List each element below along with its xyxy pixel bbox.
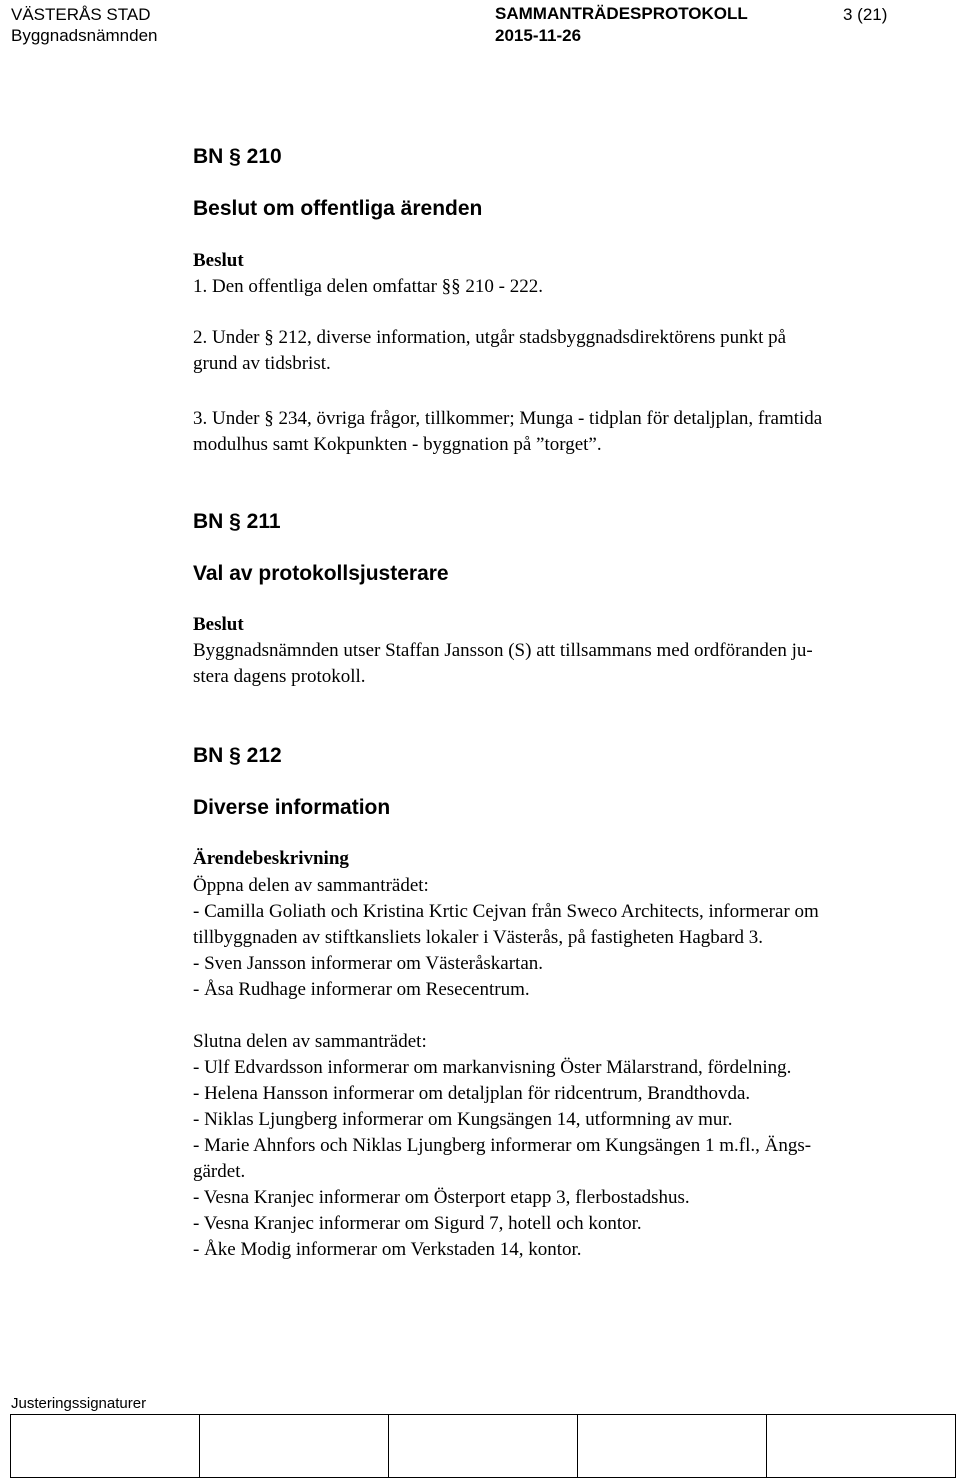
section-210-item-3: 3. Under § 234, övriga frågor, tillkommer; Munga - tidplan för detaljplan, framtida modulhus samt Kokpunkten - byggnation på ”torget”.: [193, 408, 823, 455]
signature-box: [200, 1415, 389, 1477]
department-name: Byggnadsnämnden: [11, 26, 158, 45]
signature-box: [767, 1415, 955, 1477]
section-212-label: Ärendebeskrivning: [193, 848, 349, 869]
signature-box: [578, 1415, 767, 1477]
section-210-label: Beslut: [193, 250, 244, 271]
section-212-closed-part: Slutna delen av sammanträdet: - Ulf Edvardsson informerar om markanvisning Öster Mälarstrand, fördelning. - Helena Hansson informerar om detaljplan för ridcentrum, Brandthovda. - Niklas Ljungberg informerar om Kungsängen 14, utformning av mur. - Marie Ahnfors och Niklas Ljungberg informerar om Kungsängen 1 m.fl., Ängs- gärdet. - Vesna Kranjec informerar om Österport etapp 3, flerbostadshus. - Vesna Kranjec informerar om Sigurd 7, hotell och kontor. - Åke Modig informerar om Verkstaden 14, kontor.: [193, 1031, 812, 1260]
signatures-label: Justeringssignaturer: [11, 1395, 147, 1412]
section-210-title: Beslut om offentliga ärenden: [193, 197, 483, 220]
section-211-title: Val av protokollsjusterare: [193, 562, 449, 585]
page-number: 3 (21): [843, 5, 888, 24]
section-212-open-part: Öppna delen av sammanträdet: - Camilla Goliath och Kristina Krtic Cejvan från Sweco Architects, informerar om tillbyggnaden av stiftkansliets lokaler i Västerås, på fastigheten Hagbard 3. - Sven Jansson informerar om Västeråskartan. - Åsa Rudhage informerar om Resecentrum.: [193, 875, 819, 1000]
organization-name: VÄSTERÅS STAD: [11, 5, 151, 24]
document-title: SAMMANTRÄDESPROTOKOLL: [495, 4, 748, 23]
section-210-item-1: 1. Den offentliga delen omfattar §§ 210 - 222.: [193, 276, 543, 297]
signature-boxes: [10, 1414, 956, 1478]
section-210-item-2: 2. Under § 212, diverse information, utgår stadsbyggnadsdirektörens punkt på grund av tidsbrist.: [193, 327, 787, 374]
signature-box: [11, 1415, 200, 1477]
signature-box: [389, 1415, 578, 1477]
section-212-title: Diverse information: [193, 796, 391, 819]
section-211-decision: Byggnadsnämnden utser Staffan Jansson (S) att tillsammans med ordföranden ju- stera dagens protokoll.: [193, 640, 813, 687]
document-date: 2015-11-26: [495, 26, 582, 45]
section-211-id: BN § 211: [193, 510, 281, 533]
page-header: [0, 0, 960, 60]
section-211-label: Beslut: [193, 614, 244, 635]
section-212-id: BN § 212: [193, 744, 282, 767]
section-210-id: BN § 210: [193, 145, 282, 168]
